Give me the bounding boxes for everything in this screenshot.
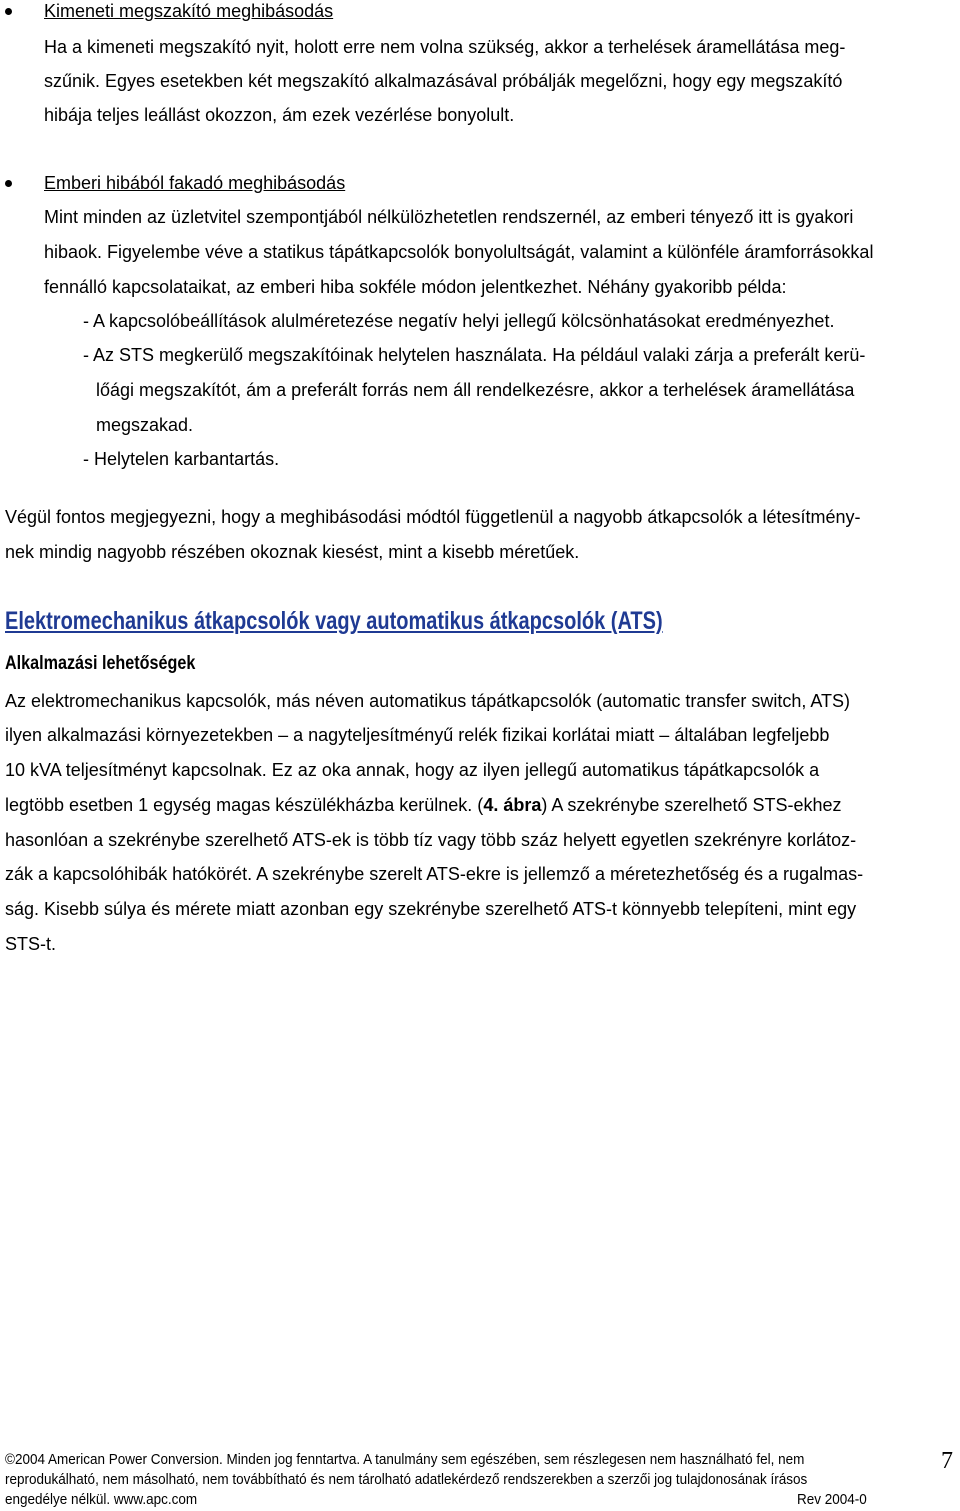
footer-legal: reprodukálható, nem másolható, nem továbbítható és nem tárolható adatlekérdező rendszerekben a szerzői jog tulajdonosának írásos [5,1471,808,1488]
text-line: Az elektromechanikus kapcsolók, más néven automatikus tápátkapcsolók (automatic transfer switch, ATS) [5,691,851,711]
text-line: fennálló kapcsolataikat, az emberi hiba sokféle módon jelentkezhet. Néhány gyakoribb példa: [44,277,787,297]
bullet-title: Emberi hibából fakadó meghibásodás [44,173,346,193]
footer-website: engedélye nélkül. www.apc.com [5,1491,198,1508]
list-item: - A kapcsolóbeállítások alulméretezése negatív helyi jellegű kölcsönhatásokat eredményezhet. [83,311,835,331]
text-line [5,794,842,816]
list-item-continuation: megszakad. [96,415,194,435]
text-line: nek mindig nagyobb részében okoznak kiesést, mint a kisebb méretűek. [5,542,580,562]
text-fragment: legtöbb esetben 1 egység magas készülékházba kerülnek. ( [5,795,484,815]
text-line: STS-t. [5,934,57,954]
text-line: hibája teljes leállást okozzon, ám ezek vezérlése bonyolult. [44,105,515,125]
figure-reference: 4. ábra [483,795,542,815]
text-line: hibaok. Figyelembe véve a statikus tápátkapcsolók bonyolultságát, valamint a különféle áramforrásokkal [44,242,874,262]
text-fragment: ) A szekrénybe szerelhető STS-ekhez [541,795,842,815]
text-line: hasonlóan a szekrénybe szerelhető ATS-ek is több tíz vagy több száz helyett egyetlen szekrényre korlátoz- [5,830,857,850]
bullet-icon [5,8,12,15]
text-line: zák a kapcsolóhibák hatókörét. A szekrénybe szerelt ATS-ekre is jellemző a méretezhetőség és a rugalmas- [5,864,864,884]
subsection-heading: Alkalmazási lehetőségek [5,653,196,674]
text-line: Végül fontos megjegyezni, hogy a meghibásodási módtól függetlenül a nagyobb átkapcsolók a létesítmény- [5,507,861,527]
footer-revision: Rev 2004-0 [797,1491,867,1508]
section-heading: Elektromechanikus átkapcsolók vagy automatikus átkapcsolók (ATS) [5,607,663,635]
footer-copyright: ©2004 American Power Conversion. Minden jog fenntartva. A tanulmány sem egészében, sem részlegesen nem használható fel, nem [5,1451,805,1468]
list-item: - Az STS megkerülő megszakítóinak helytelen használata. Ha például valaki zárja a preferált kerü- [83,345,866,365]
text-line: 10 kVA teljesítményt kapcsolnak. Ez az oka annak, hogy az ilyen jellegű automatikus tápátkapcsolók a [5,760,820,780]
list-item-continuation: lőági megszakítót, ám a preferált forrás nem áll rendelkezésre, akkor a terhelések áramellátása [96,380,855,400]
text-line: ilyen alkalmazási környezetekben – a nagyteljesítményű relék fizikai korlátai miatt – általában legfeljebb [5,725,830,745]
bullet-icon [5,180,12,187]
text-line: Ha a kimeneti megszakító nyit, holott erre nem volna szükség, akkor a terhelések áramellátása meg- [44,37,846,57]
bullet-item-human-error [44,172,960,194]
bullet-item-output-breaker [44,0,960,22]
text-line: ság. Kisebb súlya és mérete miatt azonban egy szekrénybe szerelhető ATS-t könnyebb telepíteni, mint egy [5,899,857,919]
text-line: Mint minden az üzletvitel szempontjából nélkülözhetetlen rendszernél, az emberi tényező itt is gyakori [44,207,854,227]
text-line: szűnik. Egyes esetekben két megszakító alkalmazásával próbálják megelőzni, hogy egy megszakító [44,71,843,91]
page-number: 7 [941,1448,953,1474]
list-item: - Helytelen karbantartás. [83,449,280,469]
bullet-title: Kimeneti megszakító meghibásodás [44,1,334,21]
